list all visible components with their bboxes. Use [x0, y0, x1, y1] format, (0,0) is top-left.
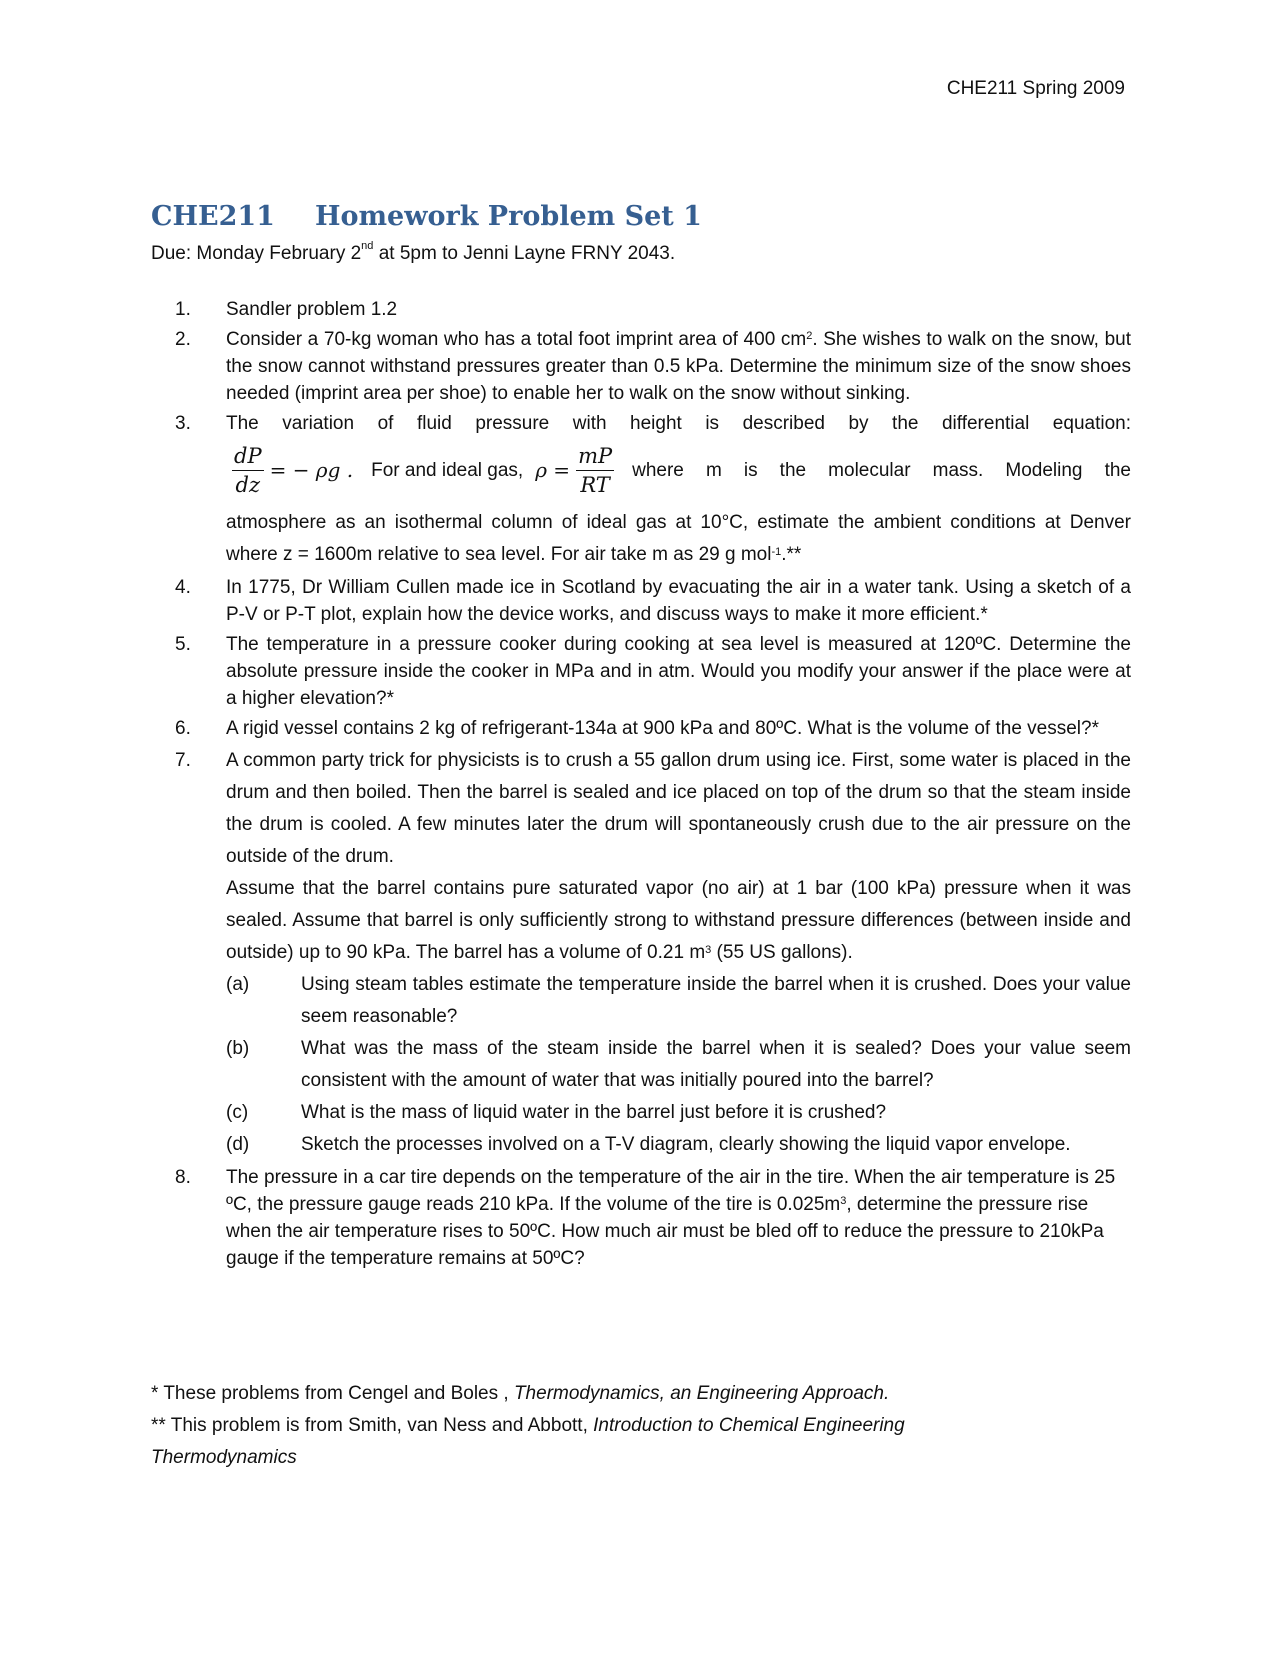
running-header: CHE211 Spring 2009	[946, 78, 1125, 99]
due-line: Due: Monday February 2nd at 5pm to Jenni Layne FRNY 2043.	[151, 240, 676, 264]
subpart-c: (c) What is the mass of liquid water in the barrel just before it is crushed?	[226, 1102, 887, 1123]
footnote-1: * These problems from Cengel and Boles , Thermodynamics, an Engineering Approach.	[151, 1383, 890, 1404]
subpart-d: (d) Sketch the processes involved on a T-V diagram, clearly showing the liquid vapor envelope.	[226, 1134, 1071, 1155]
problem-2: 2. Consider a 70-kg woman who has a total foot imprint area of 400 $cm^2$. She wishes to walk on the snow, but the snow cannot withstand pressures greater than 0.5 kPa. Determine the minimum size of the snow shoes needed (imprint area per shoe) to enable her to walk on the snow without sinking.	[175, 329, 1131, 404]
subpart-a: (a) Using steam tables estimate the temperature inside the barrel when it is crushed. Does your value seem reasonable?	[226, 974, 1131, 1027]
fraction-mp-rt: $\frac{mP}{RT}$	[578, 443, 613, 497]
problem-4: 4. In 1775, Dr William Cullen made ice in Scotland by evacuating the air in a water tank. Using a sketch of a P-V or P-T plot, explain how the device works, and discuss ways to make it more efficient.*	[175, 577, 1131, 625]
problem-3: 3. The variation of fluid pressure with height is described by the differential equation: $\frac{dP}{dz}$ = − ρg . For and ideal gas, ρ = $\frac{mP}{RT}$ where m is the molecular mass. Modeling the atmosphere as an isothermal column of ideal gas at 10°C, estimate the ambient conditions at Denver where z = 1600m relative to sea level. For air take m as 29 g mol$^{-1}$.**	[175, 413, 1131, 565]
footnotes	[151, 1378, 1051, 1474]
title-name: Homework Problem Set 1	[314, 201, 702, 232]
problem-1: 1. Sandler problem 1.2	[175, 299, 398, 320]
problem-5: 5. The temperature in a pressure cooker during cooking at sea level is measured at 120ºC. Determine the absolute pressure inside the cooker in MPa and in atm. Would you modify your answer if the place were at a higher elevation?*	[175, 634, 1131, 709]
fraction-dp-dz: $\frac{dP}{dz}$	[234, 443, 262, 497]
problem-list	[175, 296, 1131, 1275]
problem-7: 7. A common party trick for physicists is to crush a 55 gallon drum using ice. First, some water is placed in the drum and then boiled. Then the barrel is sealed and ice placed on top of the drum so that the steam inside the drum is cooled. A few minutes later the drum will spontaneously crush due to the air pressure on the outside of the drum. Assume that the barrel contains pure saturated vapor (no air) at 1 bar (100 kPa) pressure when it was sealed. Assume that barrel is only sufficiently strong to withstand pressure differences (between inside and outside) up to 90 kPa. The barrel has a volume of 0.21 $m^3$ (55 US gallons). (a) Using steam tables estimate the temperature inside the barrel when it is crushed. Does your value seem reasonable? (b) What was the mass of the steam inside the barrel when it is sealed? Does your value seem consistent with the amount of water that was initially poured into the barrel? (c) What is the mass of liquid water in the barrel just before it is crushed? (d) Sketch the processes involved on a T-V diagram, clearly showing the liquid vapor envelope.	[175, 745, 1131, 1161]
page-title	[151, 201, 702, 232]
title-course: CHE211	[151, 201, 275, 232]
footnote-2: ** This problem is from Smith, van Ness and Abbott, Introduction to Chemical Engineering Thermodynamics	[151, 1415, 905, 1468]
problem-6: 6. A rigid vessel contains 2 kg of refrigerant-134a at 900 kPa and 80ºC. What is the volume of the vessel?*	[175, 718, 1099, 739]
equation-line: $\frac{dP}{dz}$ = − ρg . For and ideal gas, ρ = $\frac{mP}{RT}$ where m is the molecular mass. Modeling the	[234, 443, 1131, 497]
problem-8: 8. The pressure in a car tire depends on the temperature of the air in the tire. When the air temperature is 25 ºC, the pressure gauge reads 210 kPa. If the volume of the tire is $0.025m^3$, determine the pressure rise when the air temperature rises to 50ºC. How much air must be bled off to reduce the pressure to 210kPa gauge if the temperature remains at 50ºC?	[175, 1167, 1116, 1269]
subpart-b: (b) What was the mass of the steam inside the barrel when it is sealed? Does your value seem consistent with the amount of water that was initially poured into the barrel?	[226, 1038, 1131, 1091]
